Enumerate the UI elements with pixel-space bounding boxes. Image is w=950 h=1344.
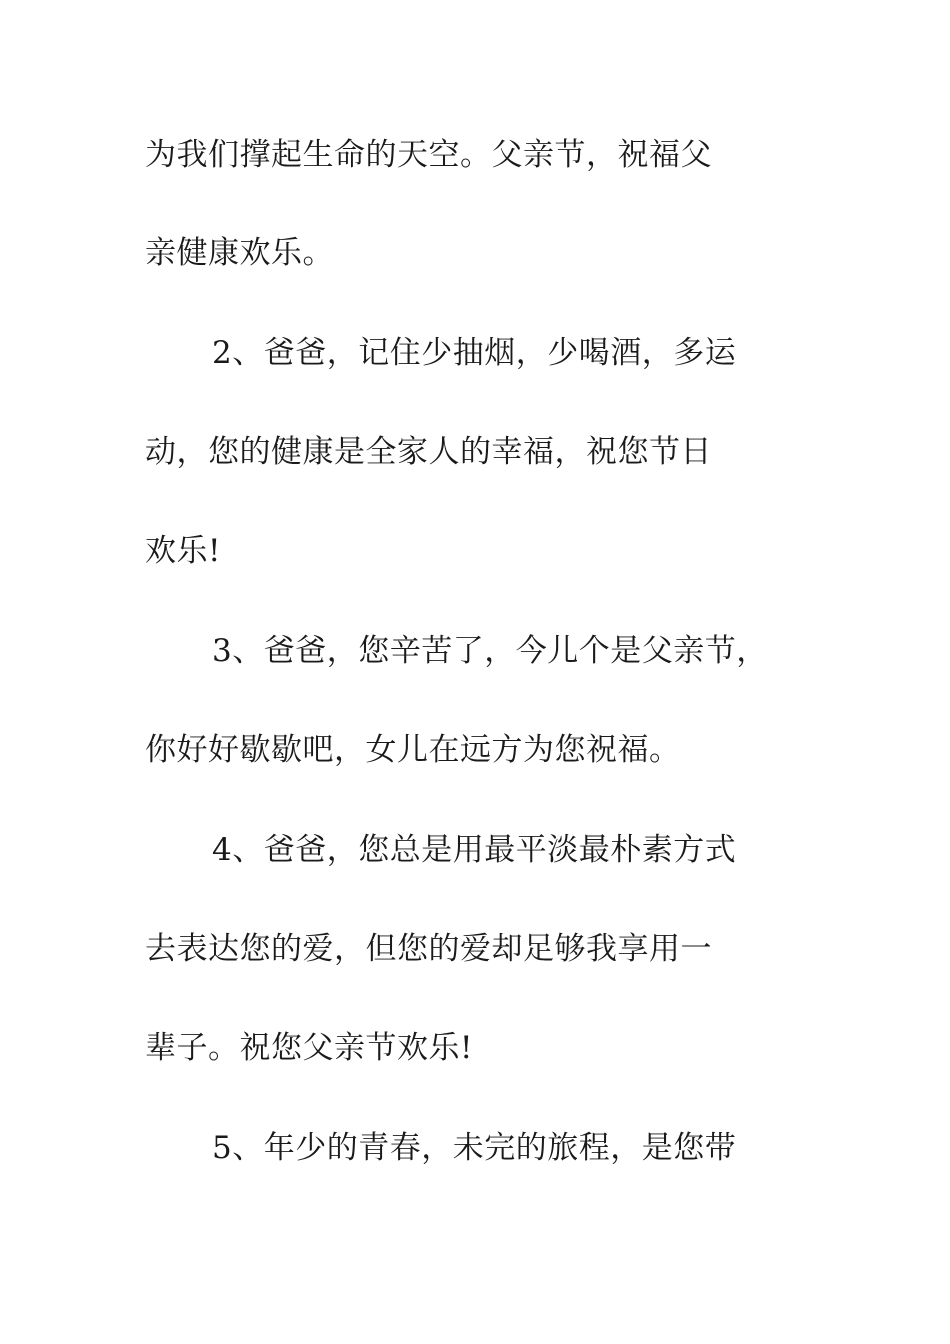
text-line: 辈子。祝您父亲节欢乐! bbox=[145, 1030, 473, 1066]
text-line: 2、爸爸，记住少抽烟，少喝酒，多运 bbox=[212, 335, 737, 371]
text-line: 你好好歇歇吧，女儿在远方为您祝福。 bbox=[145, 732, 681, 768]
text-line: 动，您的健康是全家人的幸福，祝您节日 bbox=[145, 434, 712, 470]
text-line: 4、爸爸，您总是用最平淡最朴素方式 bbox=[212, 832, 737, 868]
text-line: 为我们撑起生命的天空。父亲节，祝福父 bbox=[145, 137, 712, 173]
text-line: 亲健康欢乐。 bbox=[145, 235, 334, 271]
text-line: 3、爸爸，您辛苦了，今儿个是父亲节， bbox=[212, 633, 768, 669]
text-line: 5、年少的青春，未完的旅程，是您带 bbox=[212, 1130, 737, 1166]
text-line: 去表达您的爱，但您的爱却足够我享用一 bbox=[145, 931, 712, 967]
text-line: 欢乐! bbox=[145, 533, 221, 569]
